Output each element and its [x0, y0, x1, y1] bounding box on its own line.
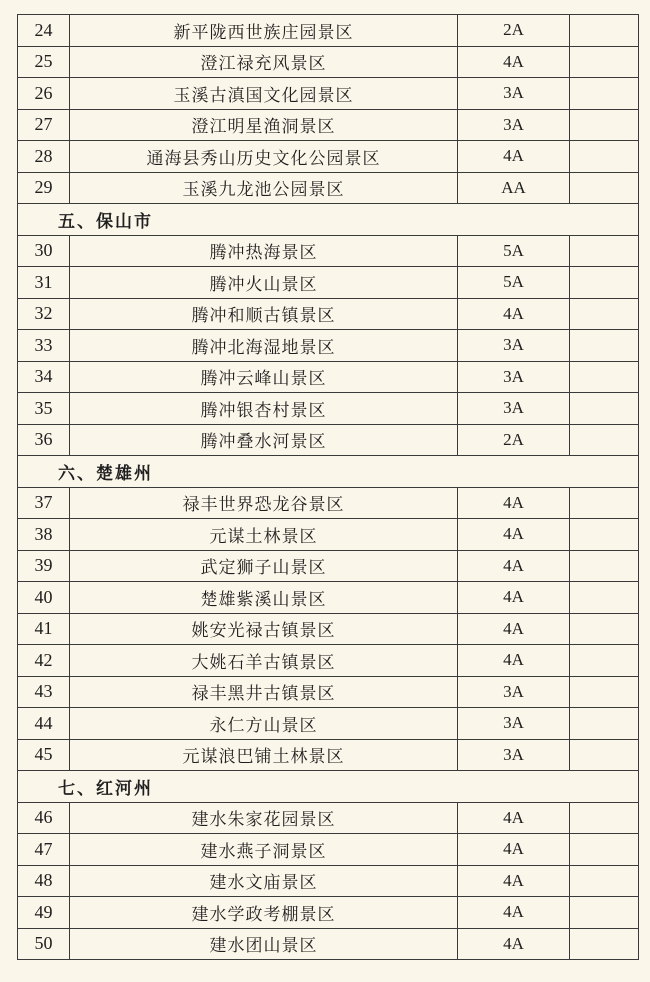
table-row [18, 487, 639, 519]
note-cell [570, 519, 639, 551]
row-number: 42 [18, 645, 70, 677]
row-number: 46 [18, 802, 70, 834]
row-number: 43 [18, 676, 70, 708]
note-cell [570, 834, 639, 866]
note-cell [570, 393, 639, 425]
table-row [18, 78, 639, 110]
scenic-area-name: 新平陇西世族庄园景区 [70, 15, 458, 47]
scenic-area-name: 腾冲银杏村景区 [70, 393, 458, 425]
row-number: 36 [18, 424, 70, 456]
table-row [18, 330, 639, 362]
table-row [18, 298, 639, 330]
row-number: 37 [18, 487, 70, 519]
scenic-area-name: 腾冲热海景区 [70, 235, 458, 267]
rating-grade: 3A [458, 739, 570, 771]
rating-grade: 3A [458, 708, 570, 740]
scenic-area-name: 建水燕子洞景区 [70, 834, 458, 866]
rating-grade: 5A [458, 267, 570, 299]
section-title: 五、保山市 [18, 204, 639, 236]
row-number: 34 [18, 361, 70, 393]
scenic-area-name: 建水文庙景区 [70, 865, 458, 897]
row-number: 30 [18, 235, 70, 267]
note-cell [570, 865, 639, 897]
scenic-area-name: 楚雄紫溪山景区 [70, 582, 458, 614]
scenic-area-name: 姚安光禄古镇景区 [70, 613, 458, 645]
table-row [18, 424, 639, 456]
row-number: 32 [18, 298, 70, 330]
scenic-area-name: 澄江明星渔洞景区 [70, 109, 458, 141]
table-row [18, 393, 639, 425]
rating-grade: 4A [458, 582, 570, 614]
scenic-area-name: 玉溪古滇国文化园景区 [70, 78, 458, 110]
table-row [18, 897, 639, 929]
row-number: 41 [18, 613, 70, 645]
section-header-row [18, 204, 639, 236]
scenic-area-name: 腾冲北海湿地景区 [70, 330, 458, 362]
rating-grade: 3A [458, 78, 570, 110]
section-title: 七、红河州 [18, 771, 639, 803]
scenic-area-name: 禄丰世界恐龙谷景区 [70, 487, 458, 519]
rating-grade: 4A [458, 645, 570, 677]
scenic-area-name: 建水学政考棚景区 [70, 897, 458, 929]
table-row [18, 235, 639, 267]
scenic-area-name: 腾冲叠水河景区 [70, 424, 458, 456]
row-number: 39 [18, 550, 70, 582]
scenic-area-name: 元谋土林景区 [70, 519, 458, 551]
scenic-area-name: 腾冲和顺古镇景区 [70, 298, 458, 330]
table-row [18, 645, 639, 677]
scenic-area-name: 建水团山景区 [70, 928, 458, 960]
note-cell [570, 172, 639, 204]
note-cell [570, 897, 639, 929]
table-row [18, 15, 639, 47]
rating-grade: 3A [458, 393, 570, 425]
rating-grade: 3A [458, 109, 570, 141]
table-row [18, 708, 639, 740]
scenic-area-name: 永仁方山景区 [70, 708, 458, 740]
scenic-area-name: 大姚石羊古镇景区 [70, 645, 458, 677]
note-cell [570, 582, 639, 614]
note-cell [570, 267, 639, 299]
row-number: 45 [18, 739, 70, 771]
table-row [18, 582, 639, 614]
table-row [18, 834, 639, 866]
rating-grade: 4A [458, 613, 570, 645]
row-number: 27 [18, 109, 70, 141]
row-number: 33 [18, 330, 70, 362]
table-row [18, 172, 639, 204]
note-cell [570, 613, 639, 645]
note-cell [570, 15, 639, 47]
scenic-area-name: 武定狮子山景区 [70, 550, 458, 582]
rating-grade: 4A [458, 487, 570, 519]
scenic-area-name: 建水朱家花园景区 [70, 802, 458, 834]
table-row [18, 613, 639, 645]
row-number: 29 [18, 172, 70, 204]
table-row [18, 550, 639, 582]
table-body [18, 15, 639, 960]
rating-grade: 4A [458, 834, 570, 866]
table-row [18, 739, 639, 771]
note-cell [570, 487, 639, 519]
rating-grade: 4A [458, 897, 570, 929]
note-cell [570, 330, 639, 362]
table-row [18, 802, 639, 834]
note-cell [570, 109, 639, 141]
row-number: 47 [18, 834, 70, 866]
table-row [18, 361, 639, 393]
scenic-area-name: 元谋浪巴铺土林景区 [70, 739, 458, 771]
note-cell [570, 708, 639, 740]
note-cell [570, 802, 639, 834]
rating-grade: 2A [458, 424, 570, 456]
note-cell [570, 361, 639, 393]
rating-grade: 4A [458, 298, 570, 330]
rating-grade: 4A [458, 802, 570, 834]
row-number: 50 [18, 928, 70, 960]
note-cell [570, 46, 639, 78]
section-header-row [18, 771, 639, 803]
table-row [18, 141, 639, 173]
table-row [18, 928, 639, 960]
note-cell [570, 739, 639, 771]
row-number: 38 [18, 519, 70, 551]
note-cell [570, 141, 639, 173]
row-number: 28 [18, 141, 70, 173]
table-row [18, 519, 639, 551]
rating-grade: 2A [458, 15, 570, 47]
row-number: 49 [18, 897, 70, 929]
row-number: 40 [18, 582, 70, 614]
scenic-area-name: 腾冲火山景区 [70, 267, 458, 299]
note-cell [570, 298, 639, 330]
table-row [18, 46, 639, 78]
row-number: 48 [18, 865, 70, 897]
note-cell [570, 676, 639, 708]
rating-grade: 4A [458, 928, 570, 960]
row-number: 24 [18, 15, 70, 47]
rating-grade: 3A [458, 361, 570, 393]
table-row [18, 865, 639, 897]
note-cell [570, 928, 639, 960]
scenic-area-name: 玉溪九龙池公园景区 [70, 172, 458, 204]
note-cell [570, 424, 639, 456]
note-cell [570, 78, 639, 110]
rating-grade: 3A [458, 330, 570, 362]
table-row [18, 109, 639, 141]
rating-grade: 4A [458, 46, 570, 78]
row-number: 35 [18, 393, 70, 425]
section-header-row [18, 456, 639, 488]
table-row [18, 267, 639, 299]
rating-grade: 4A [458, 519, 570, 551]
note-cell [570, 645, 639, 677]
scenic-area-table [17, 14, 639, 960]
scenic-area-name: 澄江禄充风景区 [70, 46, 458, 78]
table-row [18, 676, 639, 708]
note-cell [570, 550, 639, 582]
rating-grade: 4A [458, 141, 570, 173]
row-number: 31 [18, 267, 70, 299]
rating-grade: 3A [458, 676, 570, 708]
scenic-area-name: 通海县秀山历史文化公园景区 [70, 141, 458, 173]
row-number: 25 [18, 46, 70, 78]
scenic-area-name: 腾冲云峰山景区 [70, 361, 458, 393]
rating-grade: 4A [458, 865, 570, 897]
rating-grade: 4A [458, 550, 570, 582]
row-number: 26 [18, 78, 70, 110]
row-number: 44 [18, 708, 70, 740]
scenic-area-name: 禄丰黑井古镇景区 [70, 676, 458, 708]
note-cell [570, 235, 639, 267]
section-title: 六、楚雄州 [18, 456, 639, 488]
rating-grade: 5A [458, 235, 570, 267]
rating-grade: AA [458, 172, 570, 204]
